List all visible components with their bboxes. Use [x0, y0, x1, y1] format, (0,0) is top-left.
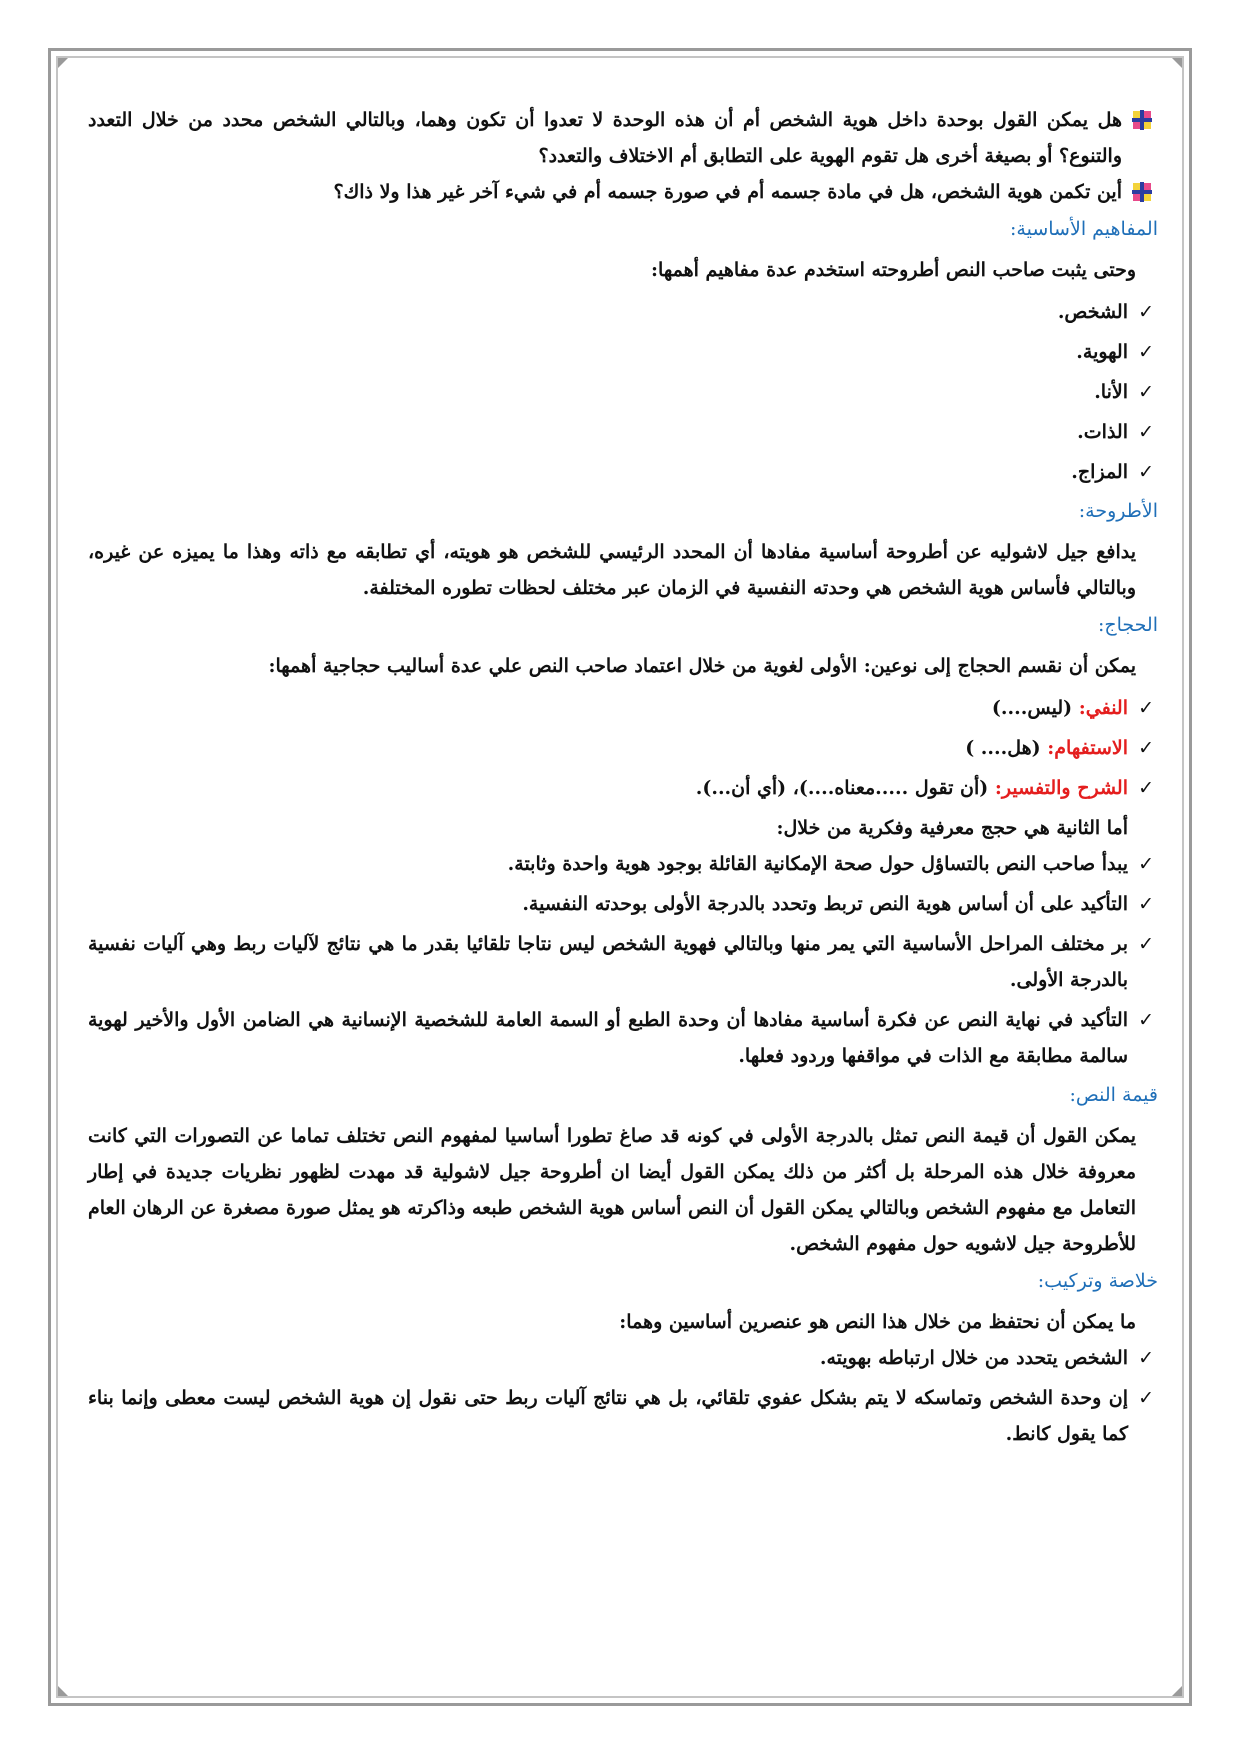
- value-text: يمكن القول أن قيمة النص تمثل بالدرجة الأولى في كونه قد صاغ تطورا أساسيا لمفهوم النص تختلف تماما عن التصورات التي كانت معروفة خلال هذه المرحلة بل أكثر من ذلك يمكن القول أيضا ان أطروحة جيل لاشولية قد مهدت لظهور نظريات جديدة في إطار التعامل مع مفهوم الشخص وبالتالي يمكن القول أن النص أساس هوية الشخص طبعه وذاكرته هو يمثل صورة مصغرة عن الرهان العام للأطروحة جيل لاشويه حول مفهوم الشخص.: [88, 1125, 1136, 1255]
- check-icon: ✓: [1138, 853, 1154, 875]
- concept-text: الشخص.: [1057, 301, 1128, 323]
- check-icon: ✓: [1138, 1009, 1154, 1031]
- summary-heading: خلاصة وتركيب:: [1037, 1270, 1158, 1292]
- check-icon: ✓: [1138, 697, 1154, 719]
- style-example: (أن تقول .....معناه....)، (أي أن...).: [695, 777, 995, 799]
- argument-point: [88, 846, 1158, 882]
- thesis-heading: الأطروحة:: [1078, 500, 1158, 522]
- concept-item: [88, 374, 1158, 410]
- style-example: (هل.... ): [965, 737, 1048, 759]
- concept-text: المزاج.: [1071, 461, 1128, 483]
- thesis-text: يدافع جيل لاشوليه عن أطروحة أساسية مفادها أن المحدد الرئيسي للشخص هو هويته، أي تطابقه مع ذاته وهذا ما يميزه عن غيره، وبالتالي فأساس هوية الشخص هي وحدته النفسية في الزمان عبر مختلف لحظات تطوره المختلفة.: [88, 541, 1136, 599]
- style-label: الاستفهام:: [1047, 737, 1128, 759]
- check-icon: ✓: [1138, 461, 1154, 483]
- check-icon: ✓: [1138, 421, 1154, 443]
- argument-point-text: يبدأ صاحب النص بالتساؤل حول صحة الإمكانية القائلة بوجود هوية واحدة وثابتة.: [507, 853, 1128, 875]
- check-icon: ✓: [1138, 777, 1154, 799]
- check-icon: ✓: [1138, 381, 1154, 403]
- question-text: هل يمكن القول بوحدة داخل هوية الشخص أم أن هذه الوحدة لا تعدوا أن تكون وهما، وبالتالي الشخص محدد من خلال التعدد والتنوع؟ أو بصيغة أخرى هل تقوم الهوية على التطابق أم الاختلاف والتعدد؟: [88, 109, 1122, 167]
- question-item: [88, 174, 1158, 210]
- argument-point: [88, 886, 1158, 922]
- argument-intro: يمكن أن نقسم الحجاج إلى نوعين: الأولى لغوية من خلال اعتماد صاحب النص علي عدة أساليب حجاجية أهمها:: [268, 655, 1136, 677]
- argument-point: [88, 1002, 1158, 1074]
- concept-text: الذات.: [1077, 421, 1128, 443]
- concept-item: [88, 334, 1158, 370]
- frame-corner-bottom-right: [1172, 1686, 1182, 1696]
- document-body: [88, 102, 1158, 1456]
- concept-item: [88, 454, 1158, 490]
- argument-style-item: [88, 770, 1158, 806]
- argument-style-item: [88, 690, 1158, 726]
- concept-text: الأنا.: [1094, 381, 1128, 403]
- summary-intro: ما يمكن أن نحتفظ من خلال هذا النص هو عنصرين أساسين وهما:: [619, 1311, 1136, 1333]
- argument-point-text: بر مختلف المراحل الأساسية التي يمر منها وبالتالي فهوية الشخص ليس نتاجا تلقائيا بقدر ما هي نتائج لآليات ربط وهي آليات نفسية بالدرجة الأولى.: [88, 933, 1128, 991]
- summary-point-text: إن وحدة الشخص وتماسكه لا يتم بشكل عفوي تلقائي، بل هي نتائج آليات ربط حتى نقول إن هوية الشخص ليست معطى وإنما بناء كما يقول كانط.: [88, 1387, 1128, 1445]
- concepts-heading: المفاهيم الأساسية:: [1010, 218, 1158, 240]
- check-icon: ✓: [1138, 341, 1154, 363]
- summary-point: [88, 1380, 1158, 1452]
- check-icon: ✓: [1138, 1387, 1154, 1409]
- concept-item: [88, 414, 1158, 450]
- question-text: أين تكمن هوية الشخص، هل في مادة جسمه أم في صورة جسمه أم في شيء آخر غير هذا ولا ذاك؟: [333, 181, 1122, 203]
- frame-corner-bottom-left: [58, 1686, 68, 1696]
- argument-second-intro: أما الثانية هي حجج معرفية وفكرية من خلال:: [776, 817, 1128, 839]
- check-icon: ✓: [1138, 301, 1154, 323]
- concept-item: [88, 294, 1158, 330]
- summary-point-text: الشخص يتحدد من خلال ارتباطه بهويته.: [819, 1347, 1128, 1369]
- check-icon: ✓: [1138, 893, 1154, 915]
- question-item: [88, 102, 1158, 174]
- check-icon: ✓: [1138, 933, 1154, 955]
- argument-heading: الحجاج:: [1097, 614, 1158, 636]
- value-heading: قيمة النص:: [1069, 1084, 1158, 1106]
- frame-corner-top-right: [1172, 58, 1182, 68]
- style-label: الشرح والتفسير:: [994, 777, 1128, 799]
- style-label: النفي:: [1078, 697, 1128, 719]
- concept-text: الهوية.: [1076, 341, 1128, 363]
- concepts-intro: وحتى يثبت صاحب النص أطروحته استخدم عدة مفاهيم أهمها:: [651, 259, 1136, 281]
- check-icon: ✓: [1138, 737, 1154, 759]
- argument-point: [88, 926, 1158, 998]
- argument-style-item: [88, 730, 1158, 766]
- diamond-bullet-icon: [1130, 180, 1154, 204]
- argument-point-text: التأكيد على أن أساس هوية النص تربط وتحدد بالدرجة الأولى بوحدته النفسية.: [522, 893, 1128, 915]
- argument-point-text: التأكيد في نهاية النص عن فكرة أساسية مفادها أن وحدة الطبع أو السمة العامة للشخصية الإنسانية هي الضامن الأول والأخير لهوية سالمة مطابقة مع الذات في مواقفها وردود فعلها.: [88, 1009, 1128, 1067]
- style-example: (ليس....): [991, 697, 1079, 719]
- summary-point: [88, 1340, 1158, 1376]
- check-icon: ✓: [1138, 1347, 1154, 1369]
- frame-corner-top-left: [58, 58, 68, 68]
- diamond-bullet-icon: [1130, 108, 1154, 132]
